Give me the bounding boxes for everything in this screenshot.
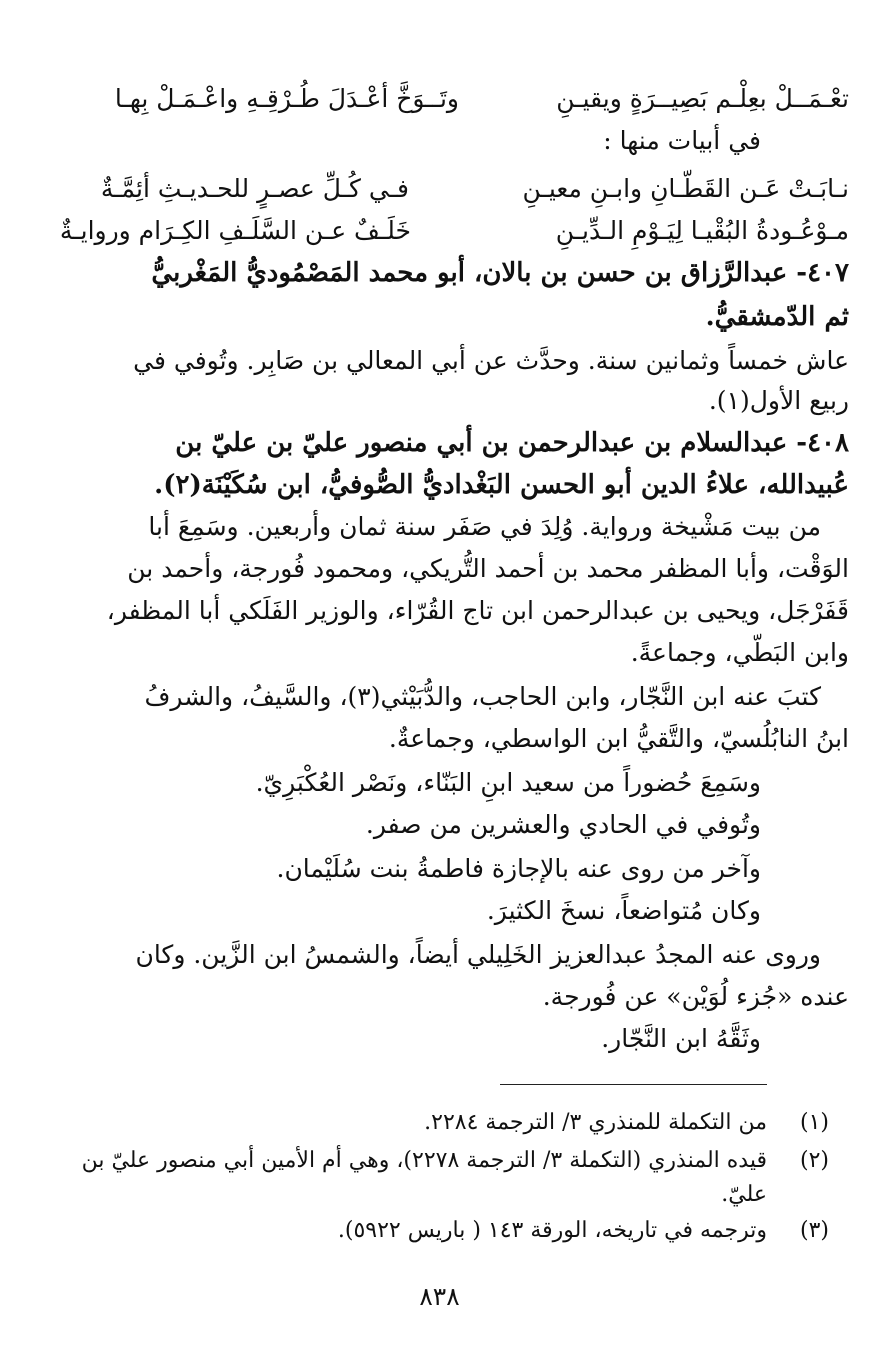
text-line: عاش خمساً وثمانين سنة. وحدَّث عن أبي المعالي بن صَابِر. وتُوفي في <box>133 346 849 375</box>
footnote-text: وترجمه في تاريخه، الورقة ١٤٣ ( باريس ٥٩٢٢). <box>337 1218 767 1243</box>
entry-heading: ٤٠٨- عبدالسلام بن عبدالرحمن بن أبي منصور عليّ بن عليّ بن <box>175 428 849 458</box>
verse-hemistich: مـوْعُـودةُ البُقْيـا لِيَـوْمِ الـدِّيـنِ <box>555 216 849 245</box>
text-line: كتبَ عنه ابن النَّجّار، وابن الحاجب، والدُّبَيْثي(٣)، والسَّيفُ، والشرفُ <box>144 682 821 711</box>
entry-heading: ثم الدّمشقيُّ. <box>705 302 849 332</box>
text-line: وثَقَّهُ ابن النَّجّار. <box>601 1024 761 1053</box>
verse-hemistich: فـي كُـلِّ عصـرٍ للحـديـثِ أئِمَّـةٌ <box>100 174 409 203</box>
text-line: وآخر من روى عنه بالإجازة فاطمةُ بنت سُلَيْمان. <box>276 854 761 883</box>
text-line: وابن البَطّي، وجماعةً. <box>630 638 849 667</box>
verse-hemistich: وتَــوَخَّ أعْـدَلَ طُـرْقِـهِ واعْـمَـلْ بِهـا <box>114 84 459 113</box>
footnote-text: من التكملة للمنذري ٣/ الترجمة ٢٢٨٤. <box>424 1110 767 1135</box>
entry-heading: عُبيدالله، علاءُ الدين أبو الحسن البَغْداديُّ الصُّوفيُّ، ابن سُكَيْنَة(٢). <box>154 470 849 500</box>
footnote-number: (٢) <box>799 1148 829 1173</box>
footnote-number: (٣) <box>799 1218 829 1243</box>
verse-hemistich: نـابَـتْ عَـن القَطّـانِ وابـنِ معيـنِ <box>522 174 849 203</box>
page-number: ٨٣٨ <box>419 1282 460 1311</box>
footnote-rule <box>500 1084 767 1085</box>
text-line: قَفَرْجَل، ويحيى بن عبدالرحمن ابن تاج القُرّاء، والوزير الفَلَكي أبا المظفر، <box>106 596 849 625</box>
text-line: الوَقْت، وأبا المظفر محمد بن أحمد التُّريكي، ومحمود فُورجة، وأحمد بن <box>127 554 849 583</box>
footnote-number: (١) <box>799 1110 829 1135</box>
text-line: وكان مُتواضعاً، نسخَ الكثيرَ. <box>486 896 761 925</box>
entry-heading: ٤٠٧- عبدالرَّزاق بن حسن بن بالان، أبو محمد المَصْمُوديُّ المَغْربيُّ <box>151 258 849 288</box>
verse-hemistich: تعْـمَــلْ بعِلْـم بَصِيــرَةٍ ويقيـنِ <box>556 84 849 113</box>
text-line: ابنُ النابُلُسيّ، والتَّقيُّ ابن الواسطي، وجماعةٌ. <box>388 724 849 753</box>
text-line: في أبيات منها : <box>603 126 761 155</box>
text-line: ربيع الأول(١). <box>708 386 849 415</box>
verse-hemistich: خَلَـفٌ عـن السَّلَـفِ الكِـرَام وروايـةٌ <box>59 216 411 245</box>
footnote-text: قيده المنذري (التكملة ٣/ الترجمة ٢٢٧٨)، وهي أم الأمين أبي منصور عليّ بن <box>81 1148 767 1173</box>
text-line: وروى عنه المجدُ عبدالعزيز الخَلِيلي أيضاً، والشمسُ ابن الزَّين. وكان <box>135 940 821 969</box>
text-line: من بيت مَشْيخة ورواية. وُلِدَ في صَفَر سنة ثمان وأربعين. وسَمِعَ أبا <box>148 512 821 541</box>
text-line: وتُوفي في الحادي والعشرين من صفر. <box>365 810 761 839</box>
footnote-text: عليّ. <box>721 1182 767 1207</box>
text-line: عنده «جُزء لُوَيْن» عن فُورجة. <box>542 982 849 1011</box>
text-line: وسَمِعَ حُضوراً من سعيد ابنِ البَنّاء، ونَصْر العُكْبَرِيّ. <box>255 768 761 797</box>
